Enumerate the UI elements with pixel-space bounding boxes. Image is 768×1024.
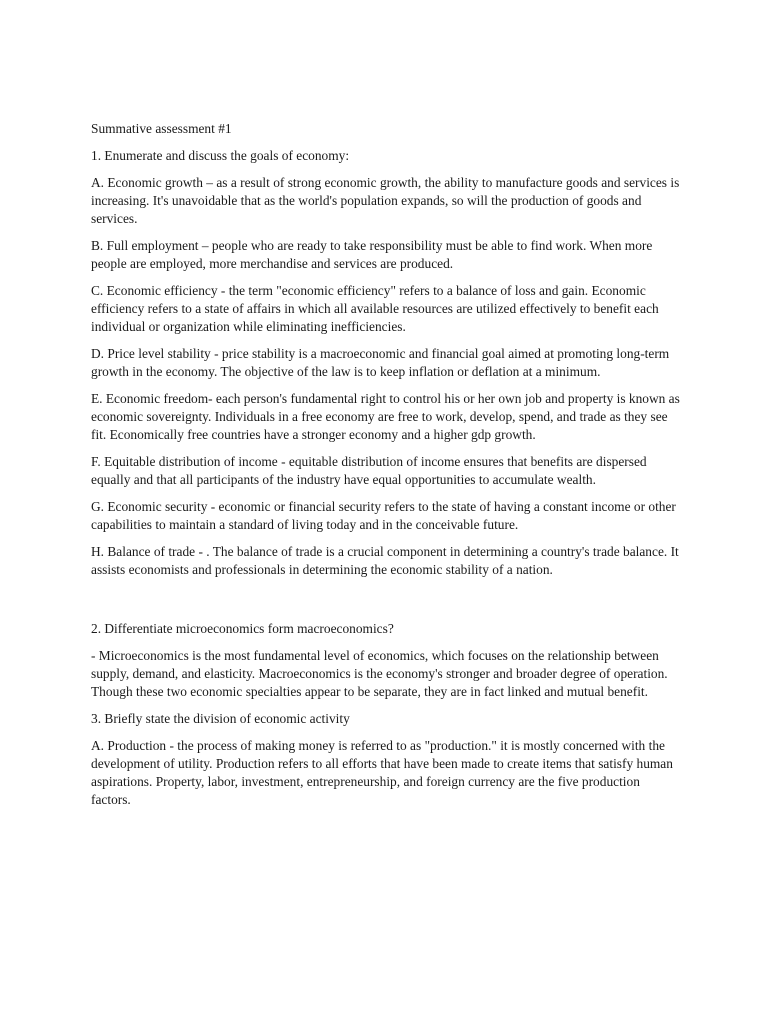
question-2: 2. Differentiate microeconomics form macroeconomics? [91,621,394,636]
question-3: 3. Briefly state the division of economic activity [91,711,350,726]
answer-1h: H. Balance of trade - . The balance of trade is a crucial component in determining a country's trade balance. It assists economists and professionals in determining the economic stability of a nation. [91,544,679,577]
document-page [91,120,681,818]
answer-1d: D. Price level stability - price stability is a macroeconomic and financial goal aimed at promoting long-term growth in the economy. The objective of the law is to keep inflation or deflation at a minimum. [91,346,670,379]
question-1: 1. Enumerate and discuss the goals of economy: [91,148,350,163]
answer-2: - Microeconomics is the most fundamental level of economics, which focuses on the relationship between supply, demand, and elasticity. Macroeconomics is the economy's stronger and broader degree of operation. Though these two economic specialties appear to be separate, they are in fact linked and mutual benefit. [91,648,668,699]
answer-1g: G. Economic security - economic or financial security refers to the state of having a constant income or other capabilities to maintain a standard of living today and in the conceivable future. [91,499,676,532]
answer-1a: A. Economic growth – as a result of strong economic growth, the ability to manufacture goods and services is increasing. It's unavoidable that as the world's population expands, so will the production of goods and services. [91,175,680,226]
answer-1b: B. Full employment – people who are ready to take responsibility must be able to find work. When more people are employed, more merchandise and services are produced. [91,238,653,271]
answer-1e: E. Economic freedom- each person's fundamental right to control his or her own job and property is known as economic sovereignty. Individuals in a free economy are free to work, develop, spend, and trade as they see fit. Economically free countries have a stronger economy and a higher gdp growth. [91,391,680,442]
answer-1f: F. Equitable distribution of income - equitable distribution of income ensures that benefits are dispersed equally and that all participants of the industry have equal opportunities to accumulate wealth. [91,454,647,487]
document-title: Summative assessment #1 [91,121,232,136]
answer-3a: A. Production - the process of making money is referred to as "production." it is mostly concerned with the development of utility. Production refers to all efforts that have been made to create items that satisfy human aspirations. Property, labor, investment, entrepreneurship, and foreign currency are the five production factors. [91,738,673,807]
answer-1c: C. Economic efficiency - the term "economic efficiency" refers to a balance of loss and gain. Economic efficiency refers to a state of affairs in which all available resources are utilized effectively to benefit each individual or organization while eliminating inefficiencies. [91,283,659,334]
